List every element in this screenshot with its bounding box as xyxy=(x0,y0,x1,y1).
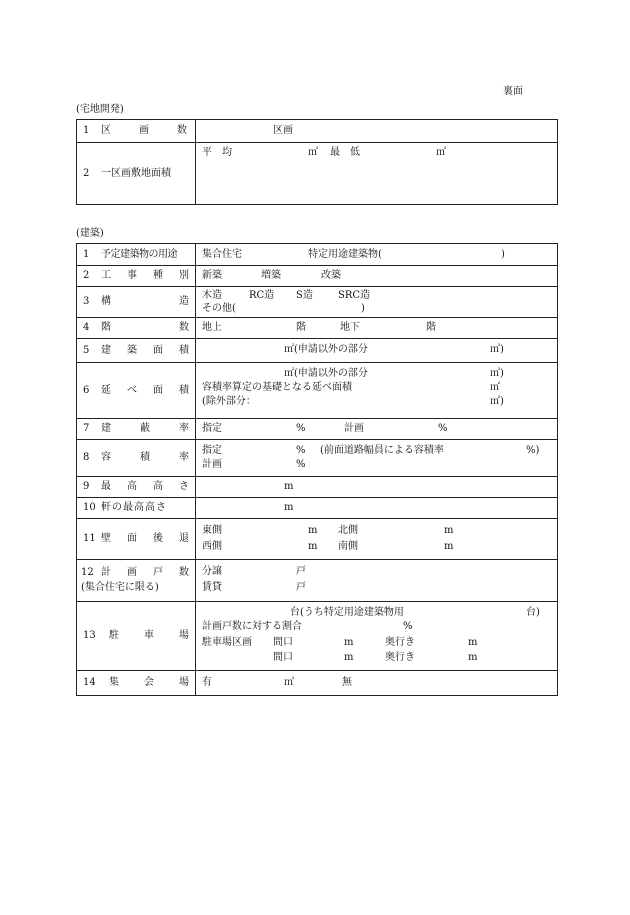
table-row xyxy=(77,339,558,363)
lots-value[interactable]: 区画 xyxy=(196,120,558,143)
table-row xyxy=(77,519,558,560)
floor-area-ratio-value[interactable]: 指定 % (前面道路幅員による容積率 %) 計画 % xyxy=(196,440,558,477)
work-type-value[interactable]: 新築 増築 改築 xyxy=(196,266,558,287)
land-development-table xyxy=(76,119,558,205)
floors-value[interactable]: 地上 階 地下 階 xyxy=(196,318,558,339)
section-title-land-development: (宅地開発) xyxy=(76,104,124,115)
table-row xyxy=(77,120,558,143)
row-label-floors: 4 階 数 xyxy=(77,318,196,339)
row-label-structure: 3 構 造 xyxy=(77,287,196,318)
row-label-use: 1 予定建築物の用途 xyxy=(77,244,196,266)
use-value[interactable]: 集合住宅 特定用途建築物( ) xyxy=(196,244,558,266)
row-label-total-floor-area: 6 延 べ 面 積 xyxy=(77,363,196,419)
table-row xyxy=(77,143,558,205)
row-label-planned-units: 12 計 画 戸 数 (集合住宅に限る) xyxy=(77,560,196,602)
lot-area-value[interactable]: 平 均 ㎡ 最 低 ㎡ xyxy=(196,143,558,205)
total-floor-area-value[interactable]: ㎡(申請以外の部分 ㎡) 容積率算定の基礎となる延べ面積 ㎡ (除外部分： ㎡) xyxy=(196,363,558,419)
structure-value[interactable]: 木造 RC造 S造 SRC造 その他( ) xyxy=(196,287,558,318)
table-row xyxy=(77,363,558,419)
row-label-lot-area: 2 一区画敷地面積 xyxy=(77,143,196,205)
row-label-meeting-room: 14 集 会 場 xyxy=(77,671,196,696)
coverage-ratio-value[interactable]: 指定 % 計画 % xyxy=(196,419,558,440)
parking-value[interactable]: 台(うち特定用途建築物用 台) 計画戸数に対する割合 % 駐車場区画 間口 m 奥行き m 間口 m 奥行き m xyxy=(196,602,558,671)
table-row xyxy=(77,287,558,318)
table-row xyxy=(77,266,558,287)
row-label-building-area: 5 建 築 面 積 xyxy=(77,339,196,363)
eave-height-value[interactable]: m xyxy=(196,498,558,519)
row-label-parking: 13 駐 車 場 xyxy=(77,602,196,671)
table-row xyxy=(77,602,558,671)
table-row xyxy=(77,318,558,339)
setback-value[interactable]: 東側 m 北側 m 西側 m 南側 m xyxy=(196,519,558,560)
row-label-eave-height: 10 軒の最高高さ xyxy=(77,498,196,519)
table-row xyxy=(77,440,558,477)
row-label-setback: 11 壁 面 後 退 xyxy=(77,519,196,560)
row-label-coverage-ratio: 7 建 蔽 率 xyxy=(77,419,196,440)
section-title-building: (建築) xyxy=(76,228,104,239)
max-height-value[interactable]: m xyxy=(196,477,558,498)
building-area-value[interactable]: ㎡(申請以外の部分 ㎡) xyxy=(196,339,558,363)
table-row xyxy=(77,560,558,602)
table-row xyxy=(77,498,558,519)
table-row xyxy=(77,671,558,696)
planned-units-value[interactable]: 分譲 戸 賃貸 戸 xyxy=(196,560,558,602)
meeting-room-value[interactable]: 有 ㎡ 無 xyxy=(196,671,558,696)
row-label-max-height: 9 最 高 高 さ xyxy=(77,477,196,498)
row-label-work-type: 2 工 事 種 別 xyxy=(77,266,196,287)
table-row xyxy=(77,419,558,440)
table-row xyxy=(77,244,558,266)
building-table xyxy=(76,243,558,696)
row-label-floor-area-ratio: 8 容 積 率 xyxy=(77,440,196,477)
page-side-label: 裏面 xyxy=(503,86,523,97)
row-label-lots: 1 区 画 数 xyxy=(77,120,196,143)
table-row xyxy=(77,477,558,498)
